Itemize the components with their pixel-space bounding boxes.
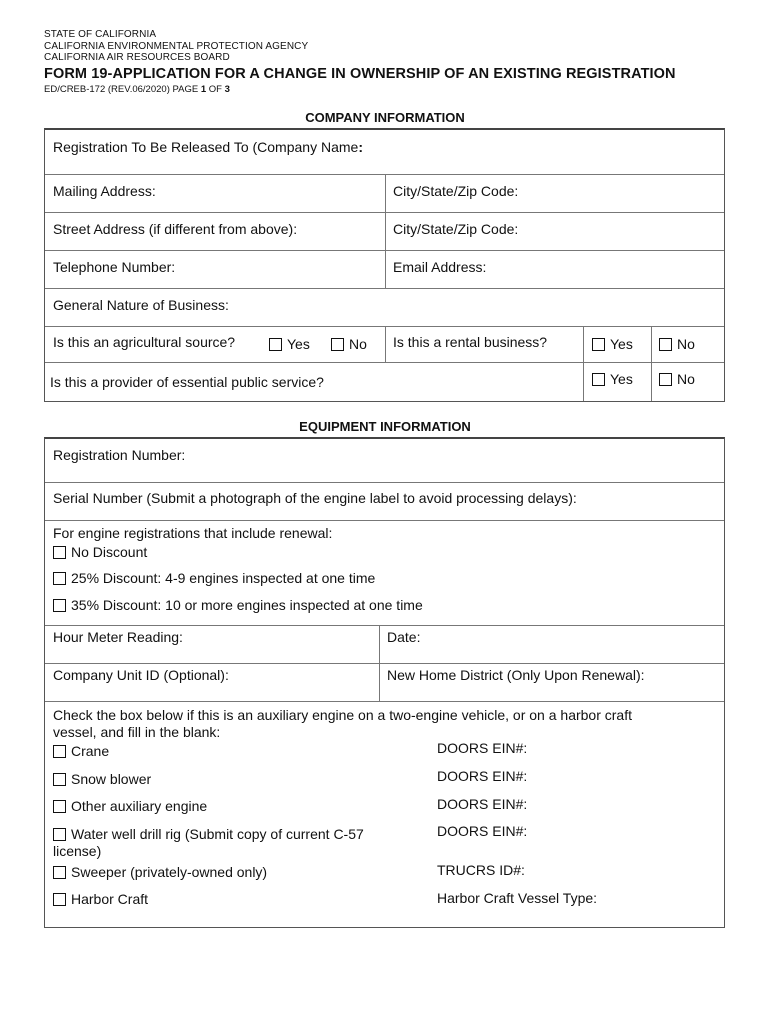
telephone-row [45,251,724,289]
serial-number-row [45,483,724,521]
street-address-field[interactable]: Street Address (if different from above): [53,221,298,237]
renewal-intro: For engine registrations that include renewal: [53,525,333,541]
auxiliary-intro-line-1: Check the box below if this is an auxiliary engine on a two-engine vehicle, or on a harbor craft [53,707,632,723]
company-unit-id-field[interactable]: Company Unit ID (Optional): [53,667,229,683]
page-number: 1 [200,83,207,95]
telephone-field[interactable]: Telephone Number: [53,259,176,275]
street-row [45,213,724,251]
checkbox-icon[interactable] [53,828,66,841]
checkbox-icon[interactable] [53,745,66,758]
form-header [44,29,744,95]
equipment-table [44,437,725,928]
aux-field-water-well[interactable]: DOORS EIN#: [437,823,528,839]
discount-option-25[interactable]: 25% Discount: 4-9 engines inspected at one time [53,570,375,587]
checkbox-icon[interactable] [53,893,66,906]
aux-option-crane[interactable]: Crane [53,743,109,760]
ag-rental-row [45,327,724,363]
city-state-zip-field-1[interactable]: City/State/Zip Code: [393,183,519,199]
checkbox-icon[interactable] [53,773,66,786]
checkbox-icon[interactable] [53,546,66,559]
aux-field-other[interactable]: DOORS EIN#: [437,796,528,812]
serial-number-field[interactable]: Serial Number (Submit a photograph of the engine label to avoid processing delays): [53,490,577,506]
aux-option-other[interactable]: Other auxiliary engine [53,798,207,815]
unit-id-row [45,664,724,702]
checkbox-icon[interactable] [592,338,605,351]
checkbox-icon[interactable] [269,338,282,351]
agency-line: CALIFORNIA ENVIRONMENTAL PROTECTION AGENCY [44,40,309,52]
company-table [44,128,725,402]
email-field[interactable]: Email Address: [393,259,487,275]
discount-option-none[interactable]: No Discount [53,544,147,561]
page-count: 3 [224,83,230,95]
rental-no[interactable]: No [659,336,695,353]
hour-meter-field[interactable]: Hour Meter Reading: [53,629,183,645]
nature-row [45,289,724,327]
auxiliary-intro-line-2: vessel, and fill in the blank: [53,724,221,740]
rental-question: Is this a rental business? [393,334,548,350]
date-field[interactable]: Date: [387,629,421,645]
aux-option-harbor-craft[interactable]: Harbor Craft [53,891,148,908]
checkbox-icon[interactable] [659,338,672,351]
aux-option-snow-blower[interactable]: Snow blower [53,771,151,788]
agricultural-no[interactable]: No [331,336,367,353]
discount-option-35[interactable]: 35% Discount: 10 or more engines inspected at one time [53,597,423,614]
city-state-zip-field-2[interactable]: City/State/Zip Code: [393,221,519,237]
checkbox-icon[interactable] [331,338,344,351]
checkbox-icon[interactable] [53,599,66,612]
agricultural-yes[interactable]: Yes [269,336,310,353]
aux-option-sweeper[interactable]: Sweeper (privately-owned only) [53,864,267,881]
registration-number-row [45,439,724,483]
registration-number-field[interactable]: Registration Number: [53,447,186,463]
agricultural-question: Is this an agricultural source? [53,334,236,350]
new-home-district-field[interactable]: New Home District (Only Upon Renewal): [387,667,645,683]
aux-field-crane[interactable]: DOORS EIN#: [437,740,528,756]
aux-field-snow-blower[interactable]: DOORS EIN#: [437,768,528,784]
company-section-title: COMPANY INFORMATION [305,110,465,125]
essential-question: Is this a provider of essential public service? [50,374,324,390]
checkbox-icon[interactable] [592,373,605,386]
board-line: CALIFORNIA AIR RESOURCES BOARD [44,52,230,63]
released-to-label: Registration To Be Released To (Company Name: [53,139,363,155]
released-to-row[interactable] [45,130,724,175]
essential-no[interactable]: No [659,371,695,388]
checkbox-icon[interactable] [659,373,672,386]
auxiliary-row [45,702,724,927]
checkbox-icon[interactable] [53,572,66,585]
renewal-row [45,521,724,626]
mailing-address-field[interactable]: Mailing Address: [53,183,156,199]
essential-row [45,363,724,401]
aux-option-water-well[interactable]: Water well drill rig (Submit copy of current C-57 [53,826,364,843]
checkbox-icon[interactable] [53,866,66,879]
rental-yes[interactable]: Yes [592,336,633,353]
aux-option-water-well-cont: license) [53,843,102,859]
hour-meter-row [45,626,724,664]
checkbox-icon[interactable] [53,800,66,813]
form-title: FORM 19-APPLICATION FOR A CHANGE IN OWNERSHIP OF AN EXISTING REGISTRATION [44,65,676,82]
form-code: ED/CREB-172 (REV.06/2020) PAGE 1 OF 3 [44,83,230,95]
equipment-section-title: EQUIPMENT INFORMATION [299,419,471,434]
aux-field-harbor-craft[interactable]: Harbor Craft Vessel Type: [437,890,598,906]
mailing-row [45,175,724,213]
essential-yes[interactable]: Yes [592,371,633,388]
state-line: STATE OF CALIFORNIA [44,29,157,40]
nature-of-business-field[interactable]: General Nature of Business: [53,297,229,313]
aux-field-sweeper[interactable]: TRUCRS ID#: [437,862,525,878]
